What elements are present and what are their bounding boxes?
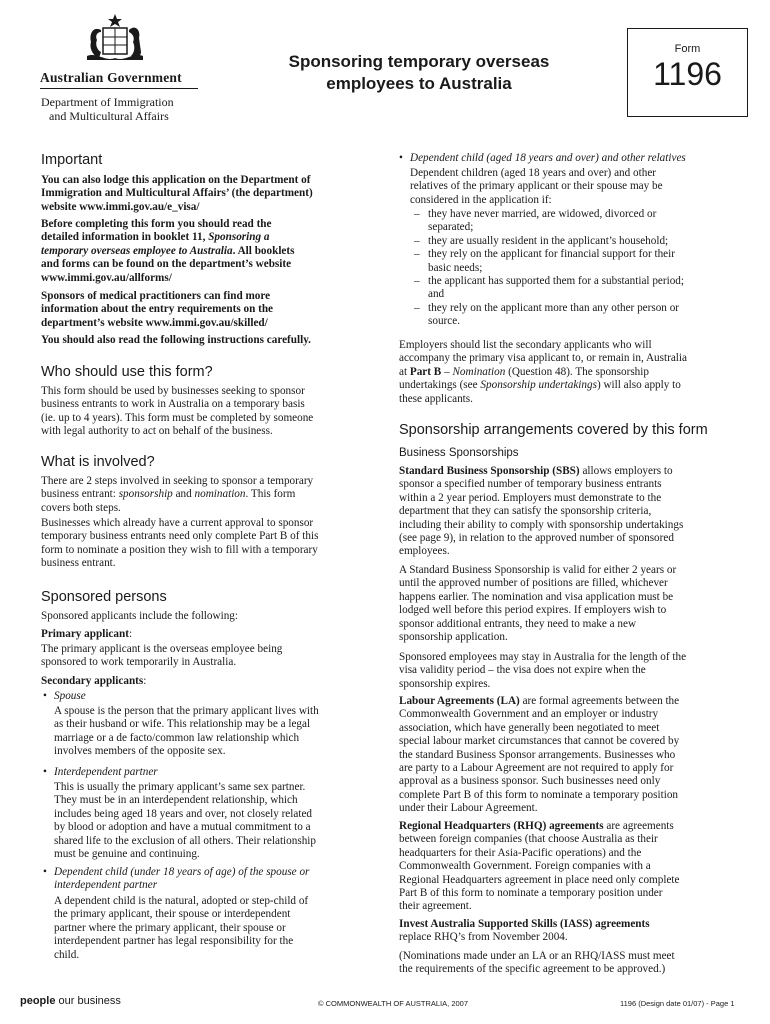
list-item: – the applicant has supported them for a substantial period; and [414,275,685,301]
who-text: This form should be used by businesses seeking to sponsor business entrants to work in Australia on a temporary basis (ie. up to 4 years). This form must be completed by someone with legal authority to act on behalf of the business. [41,385,314,438]
sbs-paragraph: Standard Business Sponsorship (SBS) allows employers to sponsor a specified number of temporary business entrants within a 2 year period. Employers must demonstrate to the department that they can satisfy the sponsorship criteria, including their ability to comply with sponsorship undertakings (see page 9), in relation to the approved number of sponsored employees. [399,465,684,558]
header-divider [40,88,198,89]
form-title-line1: Sponsoring temporary overseas [288,52,550,71]
footer-brand: people our business [20,995,121,1007]
partner-bullet: • Interdependent partner [43,766,158,778]
department-name-line2: and Multicultural Affairs [49,109,169,123]
nominations-note: (Nominations made under an LA or an RHQ/IASS must meet the requirements of the specific agreement to be approved.) [399,950,675,976]
secondary-applicants-label: Secondary applicants: [41,675,147,687]
department-name-line1: Department of Immigration [41,95,174,109]
form-number: 1196 [653,56,722,92]
spouse-text: A spouse is the person that the primary applicant lives with as their husband or wife. This relationship may be a legal marriage or a de facto/common law relationship which involves members of the opposite sex. [54,705,319,758]
involved-p2: Businesses which already have a current approval to sponsor temporary business entrants need only complete Part B of this form to nominate a position they wish to fill with a temporary business entrant. [41,517,319,570]
stay-paragraph: Sponsored employees may stay in Australia for the length of the visa validity period – the visa does not expire when the sponsorship expires. [399,651,687,690]
business-sponsorships-heading: Business Sponsorships [399,447,519,459]
who-heading: Who should use this form? [41,364,213,380]
labour-agreements-paragraph: Labour Agreements (LA) are formal agreements between the Commonwealth Government and an employer or industry association, which have generally been negotiated to meet special labour market circumstances that cannot be covered by the standard Business Sponsor arrangements. Businesses who are party to a Labour Agreement are not required to apply for approval as a business sponsor. Such businesses need only complete Part B of this form to nominate a temporary position under their Labour Agreement. [399,695,680,815]
important-p1: You can also lodge this application on the Department of Immigration and Multicultural Affairs’ (the department) website www.immi.gov.au/e_visa/ [41,174,313,213]
footer-copyright: © COMMONWEALTH OF AUSTRALIA, 2007 [318,999,468,1008]
footer-page-number: 1196 (Design date 01/07) - Page 1 [620,999,735,1008]
sponsored-heading: Sponsored persons [41,589,167,605]
coat-of-arms-icon [83,12,147,64]
employers-paragraph: Employers should list the secondary applicants who will accompany the primary visa applicant to, or remain in, Australia at Part B – Nomination (Question 48). The sponsorship undertakings (see Sponsorship undertakings) will also apply to these applicants. [399,339,687,405]
list-item: – they rely on the applicant for financial support for their basic needs; [414,248,675,274]
form-label: Form [674,43,701,55]
primary-applicant-label: Primary applicant: [41,628,133,640]
important-heading: Important [41,152,103,168]
list-item: – they are usually resident in the applicant’s household; [414,234,669,247]
dependent-conditions-list [414,208,738,329]
government-name: Australian Government [40,70,182,85]
involved-heading: What is involved? [41,454,155,470]
spouse-bullet: • Spouse [43,690,86,702]
involved-p1: There are 2 steps involved in seeking to sponsor a temporary business entrant: sponsorship and nomination. This form covers both steps. [41,475,314,514]
form-title-line2: employees to Australia [326,74,512,93]
important-p3: Sponsors of medical practitioners can find more information about the entry requirements on the department’s website www.immi.gov.au/skilled/ [41,290,274,329]
child-bullet: • Dependent child (under 18 years of age) of the spouse or interdependent partner [43,866,310,892]
primary-applicant-text: The primary applicant is the overseas employee being sponsored to work temporarily in Australia. [41,643,283,669]
list-item: – they have never married, are widowed, divorced or separated; [414,208,657,234]
sbs-validity-paragraph: A Standard Business Sponsorship is valid for either 2 years or until the approved number of positions are filled, whichever happens earlier. The nomination and visa application must be lodged well before this period expires. If employers wish to sponsor additional entrants, they need to make a new sponsorship application. [399,564,677,644]
dependent-relatives-intro: Dependent children (aged 18 years and over) and other relatives of the primary applicant or their spouse may be considered in the application if: [410,167,663,206]
sponsored-intro: Sponsored applicants include the following: [41,610,238,622]
iass-paragraph: Invest Australia Supported Skills (IASS) agreements replace RHQ’s from November 2004. [399,918,650,944]
important-p4: You should also read the following instructions carefully. [41,334,311,346]
important-p2: Before completing this form you should read the detailed information in booklet 11, Sponsoring a temporary overseas employee to Australia. All booklets and forms can be found on the department’s website www.immi.gov.au/allforms/ [41,218,295,284]
partner-text: This is usually the primary applicant’s same sex partner. They must be in an interdependent relationship, which includes being aged 18 years and over, not closely related by blood or adoption and have a mutual commitment to a shared life to the exclusion of all others. Their relationship must be genuine and continuing. [54,781,317,861]
list-item: – they rely on the applicant more than any other person or source. [414,301,680,328]
dependent-relatives-bullet: • Dependent child (aged 18 years and over) and other relatives [399,152,686,164]
child-text: A dependent child is the natural, adopted or step-child of the primary applicant, their spouse or interdependent partner where the primary applicant, their spouse or interdependent partner has legal responsibility for the child. [54,895,309,961]
arrangements-heading: Sponsorship arrangements covered by this form [399,422,708,438]
rhq-paragraph: Regional Headquarters (RHQ) agreements are agreements between foreign companies (that choose Australia as their headquarters for their Asia-Pacific operations) and the Commonwealth Government. Foreign companies with a Regional Headquarters agreement in place need only complete Part B of this form to nominate a temporary position under their agreement. [399,820,680,913]
